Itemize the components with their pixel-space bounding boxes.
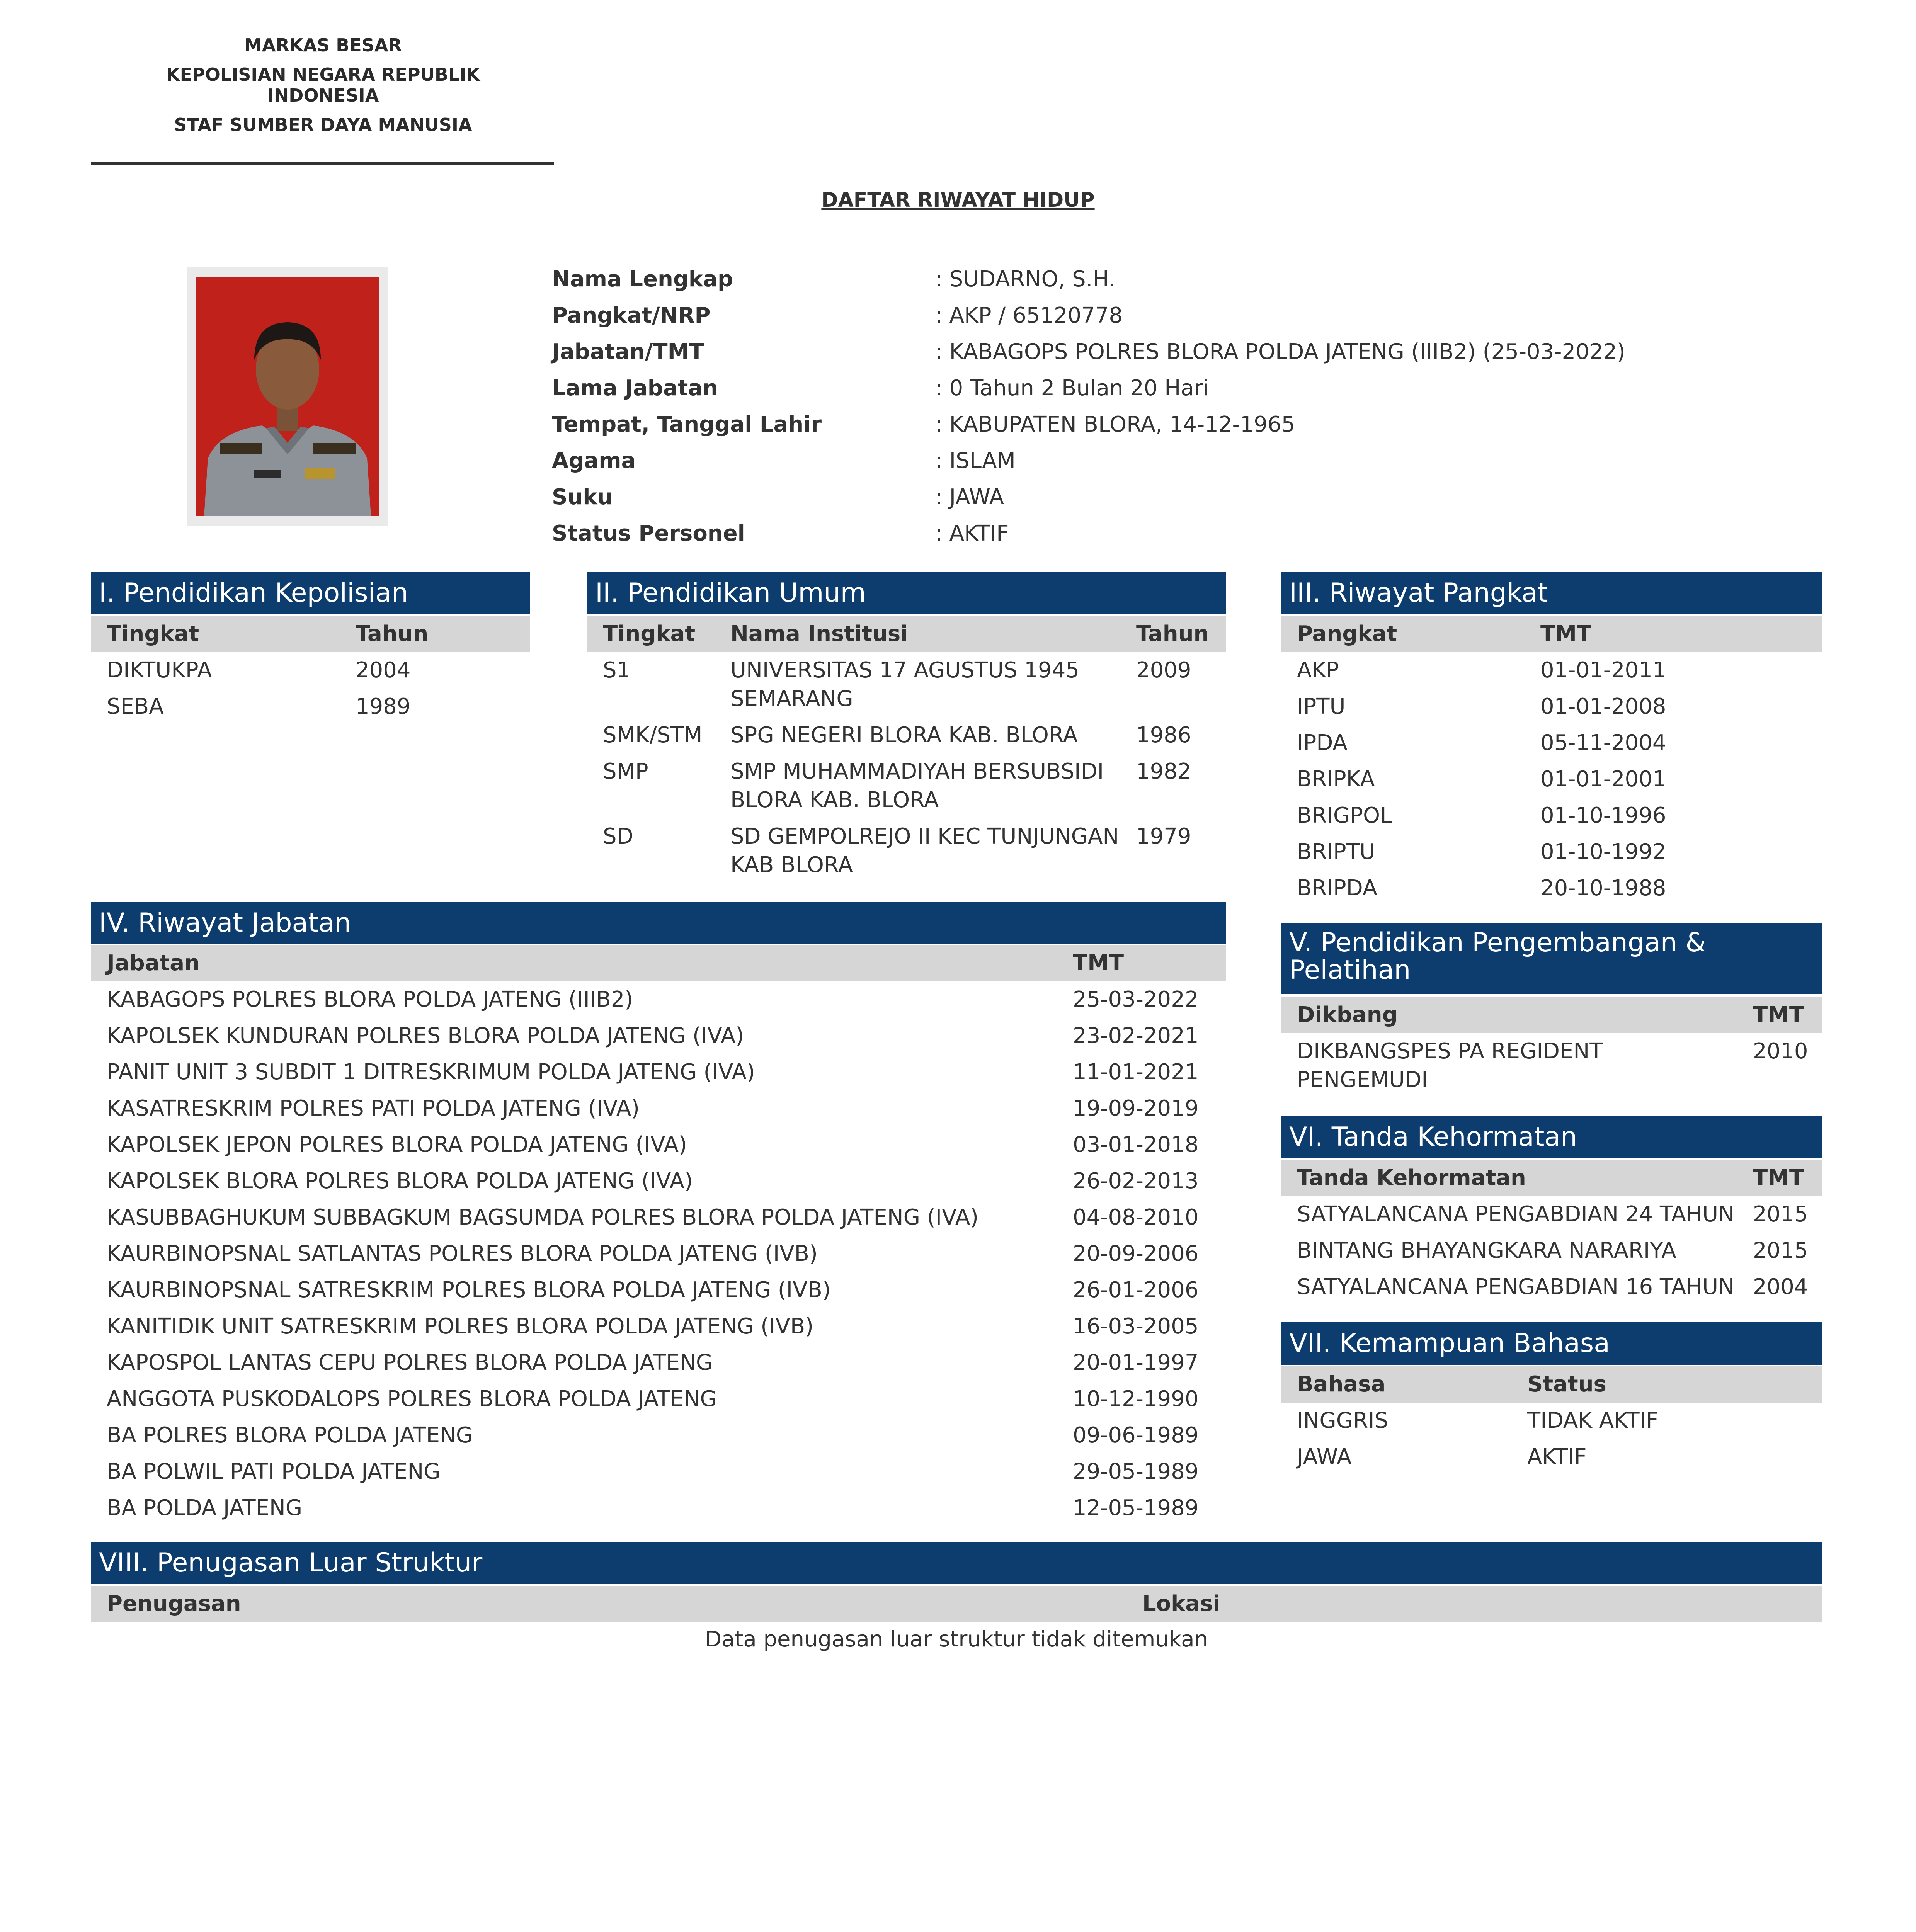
table-cell: 1979 xyxy=(1136,824,1191,849)
profile-value: : AKTIF xyxy=(935,521,1009,546)
table-cell: 2010 xyxy=(1753,1039,1808,1064)
table-header xyxy=(1281,1366,1822,1403)
table-cell: 12-05-1989 xyxy=(1073,1495,1199,1520)
institution-header xyxy=(91,35,555,135)
table-cell: 11-01-2021 xyxy=(1073,1060,1199,1085)
profile-label: Agama xyxy=(552,448,636,473)
header-line-1: MARKAS BESAR xyxy=(244,35,402,56)
table-cell: BA POLRES BLORA POLDA JATENG xyxy=(107,1423,473,1448)
photo-frame xyxy=(187,267,388,526)
table-header xyxy=(91,616,530,652)
table-cell: SMK/STM xyxy=(603,723,703,748)
profile-value: : AKP / 65120778 xyxy=(935,303,1123,328)
col-penugasan: Penugasan xyxy=(107,1591,241,1616)
table-cell: PANIT UNIT 3 SUBDIT 1 DITRESKRIMUM POLDA JATENG (IVA) xyxy=(107,1060,755,1085)
table-cell: 1989 xyxy=(356,694,411,719)
table-header xyxy=(1281,616,1822,652)
table-cell: INGGRIS xyxy=(1297,1408,1389,1433)
profile-label: Suku xyxy=(552,485,613,510)
table-cell: KAPOLSEK KUNDURAN POLRES BLORA POLDA JATENG (IVA) xyxy=(107,1023,744,1048)
table-cell: SATYALANCANA PENGABDIAN 16 TAHUN xyxy=(1297,1274,1735,1299)
table-cell: KABAGOPS POLRES BLORA POLDA JATENG (IIIB2) xyxy=(107,987,633,1012)
table-cell: 25-03-2022 xyxy=(1073,987,1199,1012)
table-cell: 16-03-2005 xyxy=(1073,1314,1199,1339)
profile-label: Nama Lengkap xyxy=(552,267,733,292)
table-cell: SMP xyxy=(603,759,648,784)
table-cell: S1 xyxy=(603,658,631,683)
table-cell: 23-02-2021 xyxy=(1073,1023,1199,1048)
table-cell: BA POLDA JATENG xyxy=(107,1495,303,1520)
table-header xyxy=(91,945,1226,981)
table-cell: KASATRESKRIM POLRES PATI POLDA JATENG (IVA) xyxy=(107,1096,640,1121)
profile-label: Tempat, Tanggal Lahir xyxy=(552,412,822,437)
table-cell: IPDA xyxy=(1297,730,1348,755)
header-line-3: INDONESIA xyxy=(267,85,379,106)
header-line-2: KEPOLISIAN NEGARA REPUBLIK xyxy=(166,64,480,85)
table-cell: BRIGPOL xyxy=(1297,803,1392,828)
table-cell: KAPOLSEK BLORA POLRES BLORA POLDA JATENG (IVA) xyxy=(107,1168,693,1194)
table-cell: KAPOSPOL LANTAS CEPU POLRES BLORA POLDA JATENG xyxy=(107,1350,713,1375)
table-cell: DIKBANGSPES PA REGIDENT xyxy=(1297,1039,1603,1064)
table-cell: SMP MUHAMMADIYAH BERSUBSIDI xyxy=(730,759,1104,784)
table-cell: 2015 xyxy=(1753,1202,1808,1227)
profile-label: Pangkat/NRP xyxy=(552,303,711,328)
empty-state-message: Data penugasan luar struktur tidak ditemukan xyxy=(704,1627,1208,1652)
profile-label: Lama Jabatan xyxy=(552,376,718,401)
section-title: II. Pendidikan Umum xyxy=(587,572,1226,614)
table-cell: BRIPKA xyxy=(1297,767,1375,792)
table-header xyxy=(1281,1160,1822,1196)
table-cell: BA POLWIL PATI POLDA JATENG xyxy=(107,1459,441,1484)
col-tanda-kehormatan: Tanda Kehormatan xyxy=(1297,1165,1526,1190)
table-cell: IPTU xyxy=(1297,694,1346,719)
section-title-line-1: V. Pendidikan Pengembangan & xyxy=(1289,927,1706,958)
table-cell: SPG NEGERI BLORA KAB. BLORA xyxy=(730,723,1078,748)
col-lokasi: Lokasi xyxy=(1142,1591,1220,1616)
table-cell: 20-10-1988 xyxy=(1540,876,1666,901)
header-underline xyxy=(91,162,554,165)
table-cell: KAPOLSEK JEPON POLRES BLORA POLDA JATENG (IVA) xyxy=(107,1132,687,1157)
person-photo-icon xyxy=(196,277,379,516)
col-tingkat: Tingkat xyxy=(603,621,696,646)
profile-label: Jabatan/TMT xyxy=(552,339,704,364)
col-tmt: TMT xyxy=(1540,621,1592,646)
table-cell: SD GEMPOLREJO II KEC TUNJUNGAN xyxy=(730,824,1119,849)
table-cell: 1982 xyxy=(1136,759,1191,784)
table-cell: UNIVERSITAS 17 AGUSTUS 1945 xyxy=(730,658,1079,683)
col-jabatan: Jabatan xyxy=(107,951,200,976)
section-title-line-2: Pelatihan xyxy=(1289,955,1411,986)
profile-value: : KABUPATEN BLORA, 14-12-1965 xyxy=(935,412,1295,437)
profile-value: : SUDARNO, S.H. xyxy=(935,267,1116,292)
table-cell: KAURBINOPSNAL SATLANTAS POLRES BLORA POLDA JATENG (IVB) xyxy=(107,1241,818,1266)
table-cell: 01-10-1996 xyxy=(1540,803,1666,828)
col-dikbang: Dikbang xyxy=(1297,1002,1398,1027)
profile-value: : KABAGOPS POLRES BLORA POLDA JATENG (IIIB2) (25-03-2022) xyxy=(935,339,1625,364)
section-title: IV. Riwayat Jabatan xyxy=(91,902,1226,944)
col-nama-institusi: Nama Institusi xyxy=(730,621,908,646)
table-cell: AKP xyxy=(1297,658,1339,683)
section-title xyxy=(1281,923,1822,994)
table-cell: 09-06-1989 xyxy=(1073,1423,1199,1448)
table-cell: 20-09-2006 xyxy=(1073,1241,1199,1266)
table-cell: 03-01-2018 xyxy=(1073,1132,1199,1157)
col-tmt: TMT xyxy=(1753,1165,1804,1190)
section-title: VII. Kemampuan Bahasa xyxy=(1281,1322,1822,1365)
section-title: VIII. Penugasan Luar Struktur xyxy=(91,1542,1822,1584)
table-cell: 26-01-2006 xyxy=(1073,1277,1199,1303)
table-cell: AKTIF xyxy=(1527,1444,1587,1469)
col-tingkat: Tingkat xyxy=(107,621,199,646)
col-status: Status xyxy=(1527,1372,1606,1397)
table-cell: DIKTUKPA xyxy=(107,658,212,683)
profile-value: : ISLAM xyxy=(935,448,1016,473)
table-cell: SEMARANG xyxy=(730,686,853,711)
table-cell: SEBA xyxy=(107,694,164,719)
table-cell: 01-01-2011 xyxy=(1540,658,1666,683)
table-cell: 01-10-1992 xyxy=(1540,839,1666,864)
profile-photo xyxy=(196,277,379,516)
table-cell: 2015 xyxy=(1753,1238,1808,1263)
table-cell: BINTANG BHAYANGKARA NARARIYA xyxy=(1297,1238,1676,1263)
section-title: III. Riwayat Pangkat xyxy=(1281,572,1822,614)
section-title: I. Pendidikan Kepolisian xyxy=(91,572,530,614)
col-bahasa: Bahasa xyxy=(1297,1372,1386,1397)
table-cell: 1986 xyxy=(1136,723,1191,748)
profile-value: : 0 Tahun 2 Bulan 20 Hari xyxy=(935,376,1209,401)
table-cell: KAB BLORA xyxy=(730,852,853,878)
table-cell: 2004 xyxy=(1753,1274,1808,1299)
table-cell: ANGGOTA PUSKODALOPS POLRES BLORA POLDA JATENG xyxy=(107,1386,717,1412)
table-cell: BRIPDA xyxy=(1297,876,1378,901)
table-cell: SATYALANCANA PENGABDIAN 24 TAHUN xyxy=(1297,1202,1735,1227)
table-cell: 2009 xyxy=(1136,658,1191,683)
table-cell: 01-01-2001 xyxy=(1540,767,1666,792)
table-cell: BLORA KAB. BLORA xyxy=(730,787,939,813)
table-header xyxy=(587,616,1226,652)
profile-label: Status Personel xyxy=(552,521,745,546)
col-tahun: Tahun xyxy=(1136,621,1209,646)
table-cell: 29-05-1989 xyxy=(1073,1459,1199,1484)
col-tahun: Tahun xyxy=(356,621,429,646)
table-cell: KAURBINOPSNAL SATRESKRIM POLRES BLORA POLDA JATENG (IVB) xyxy=(107,1277,831,1303)
table-cell: BRIPTU xyxy=(1297,839,1375,864)
table-cell: JAWA xyxy=(1297,1444,1352,1469)
table-cell: 2004 xyxy=(356,658,411,683)
table-cell: 10-12-1990 xyxy=(1073,1386,1199,1412)
header-line-4: STAF SUMBER DAYA MANUSIA xyxy=(174,114,472,135)
table-cell: 19-09-2019 xyxy=(1073,1096,1199,1121)
col-tmt: TMT xyxy=(1753,1002,1804,1027)
col-pangkat: Pangkat xyxy=(1297,621,1397,646)
table-cell: KANITIDIK UNIT SATRESKRIM POLRES BLORA POLDA JATENG (IVB) xyxy=(107,1314,814,1339)
document-title: DAFTAR RIWAYAT HIDUP xyxy=(821,189,1095,212)
profile-value: : JAWA xyxy=(935,485,1004,510)
table-cell: SD xyxy=(603,824,633,849)
section-title: VI. Tanda Kehormatan xyxy=(1281,1116,1822,1158)
table-cell: KASUBBAGHUKUM SUBBAGKUM BAGSUMDA POLRES BLORA POLDA JATENG (IVA) xyxy=(107,1205,979,1230)
table-header xyxy=(91,1586,1822,1622)
table-cell: 04-08-2010 xyxy=(1073,1205,1199,1230)
table-cell: TIDAK AKTIF xyxy=(1527,1408,1659,1433)
table-cell: 01-01-2008 xyxy=(1540,694,1666,719)
col-tmt: TMT xyxy=(1073,951,1124,976)
table-header xyxy=(1281,997,1822,1033)
table-cell: PENGEMUDI xyxy=(1297,1067,1428,1092)
table-cell: 05-11-2004 xyxy=(1540,730,1666,755)
table-cell: 20-01-1997 xyxy=(1073,1350,1199,1375)
table-cell: 26-02-2013 xyxy=(1073,1168,1199,1194)
